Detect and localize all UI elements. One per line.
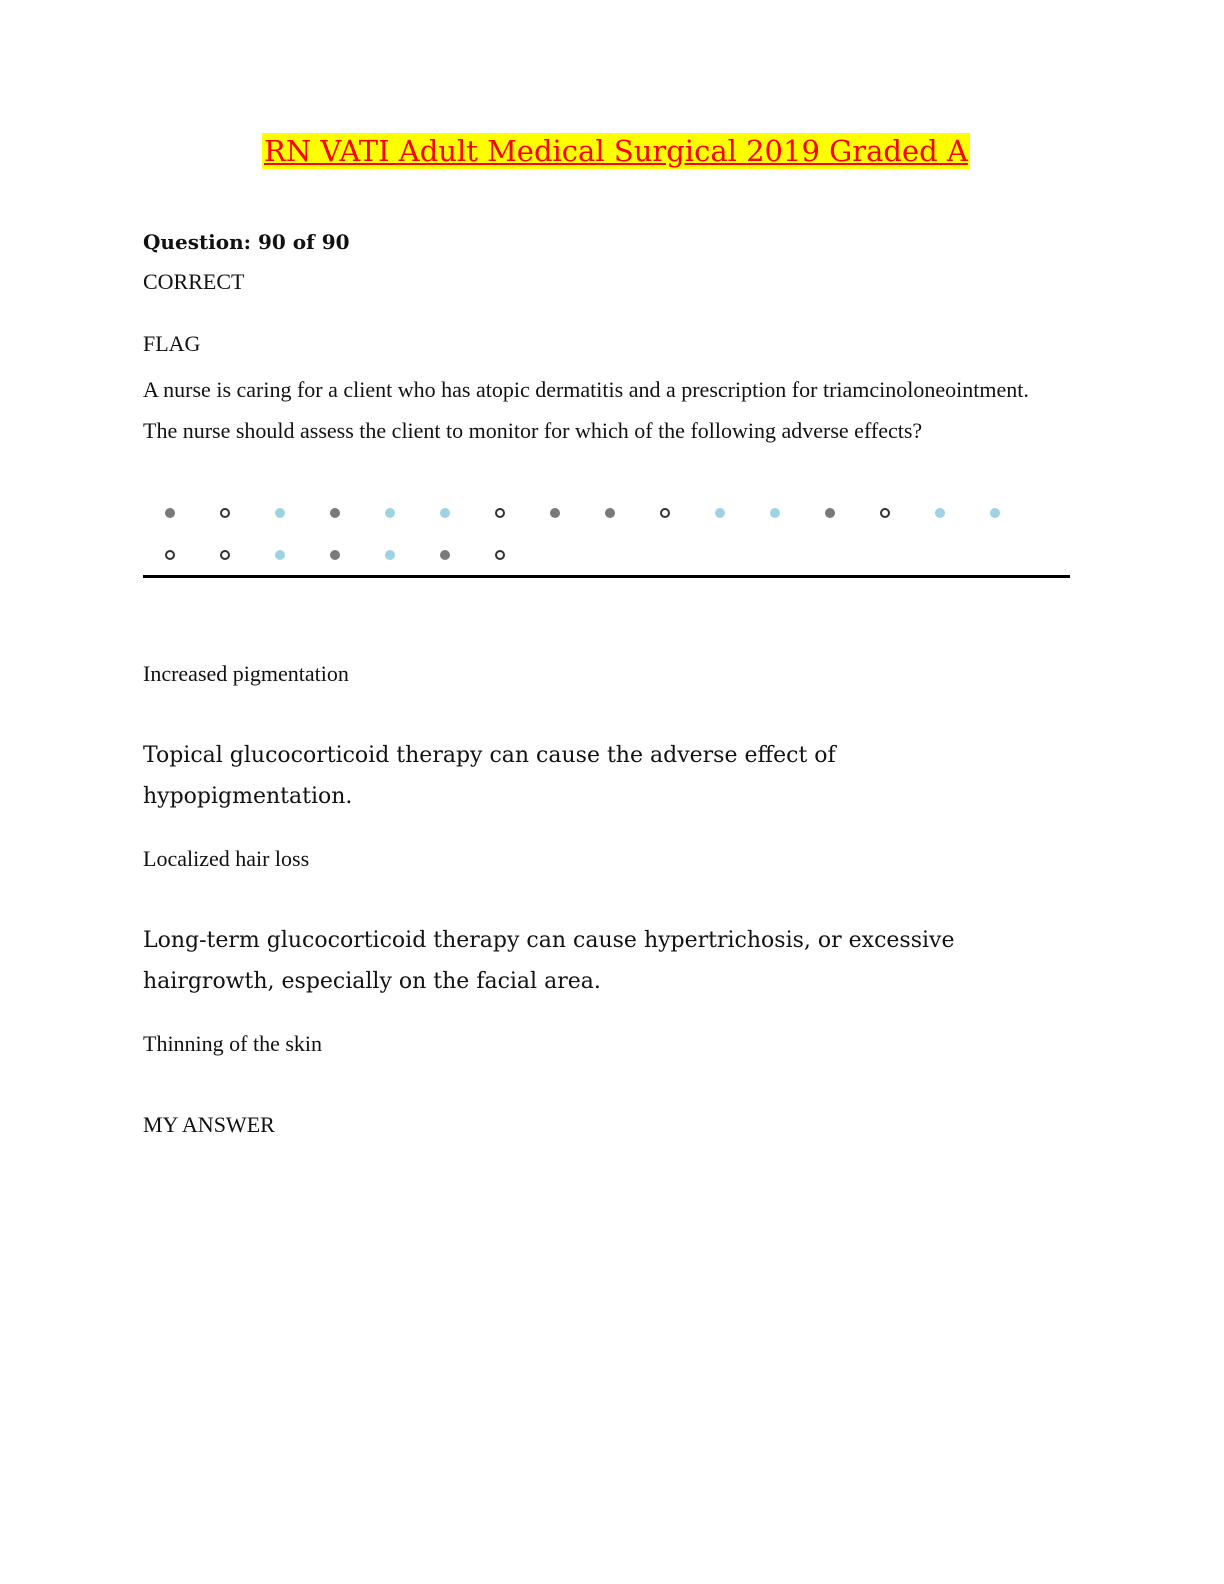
question-nav-dot[interactable] (275, 508, 285, 518)
question-nav-dot[interactable] (495, 508, 505, 518)
my-answer-label: MY ANSWER (143, 1112, 275, 1137)
question-stem: A nurse is caring for a client who has atopic dermatitis and a prescription for triamcinoloneointment. The nurse should assess the client to monitor for which of the following adverse effects? (143, 377, 1029, 443)
question-nav-dot[interactable] (275, 550, 285, 560)
document-title: RN VATI Adult Medical Surgical 2019 Graded A (264, 134, 968, 168)
question-nav-dot[interactable] (715, 508, 725, 518)
question-nav-dot[interactable] (385, 550, 395, 560)
question-nav-dot[interactable] (220, 550, 230, 560)
question-nav-dot[interactable] (440, 550, 450, 560)
flag-button[interactable]: FLAG (143, 331, 201, 356)
question-nav-dot[interactable] (165, 508, 175, 518)
question-nav-dot[interactable] (990, 508, 1000, 518)
question-navigator (143, 502, 1069, 568)
answer-option[interactable]: Increased pigmentation (143, 661, 349, 686)
question-nav-dot[interactable] (220, 508, 230, 518)
question-nav-dot[interactable] (550, 508, 560, 518)
question-nav-dot[interactable] (330, 508, 340, 518)
question-nav-dot[interactable] (660, 508, 670, 518)
question-nav-dot[interactable] (880, 508, 890, 518)
question-nav-dot[interactable] (935, 508, 945, 518)
question-nav-dot[interactable] (165, 550, 175, 560)
question-nav-dot[interactable] (385, 508, 395, 518)
question-nav-dot[interactable] (330, 550, 340, 560)
answer-option[interactable]: Thinning of the skin (143, 1031, 323, 1056)
question-number: Question: 90 of 90 (143, 230, 350, 254)
option-rationale: Topical glucocorticoid therapy can cause the adverse effect of hypopigmentation. (143, 743, 836, 809)
option-rationale: Long-term glucocorticoid therapy can cause hypertrichosis, or excessive hairgrowth, especially on the facial area. (143, 928, 955, 994)
answer-option[interactable]: Localized hair loss (143, 846, 310, 871)
question-nav-dot[interactable] (605, 508, 615, 518)
question-status: CORRECT (143, 269, 245, 294)
question-nav-dot[interactable] (440, 508, 450, 518)
divider (143, 575, 1070, 578)
question-nav-dot[interactable] (825, 508, 835, 518)
question-nav-dot[interactable] (770, 508, 780, 518)
question-nav-dot[interactable] (495, 550, 505, 560)
